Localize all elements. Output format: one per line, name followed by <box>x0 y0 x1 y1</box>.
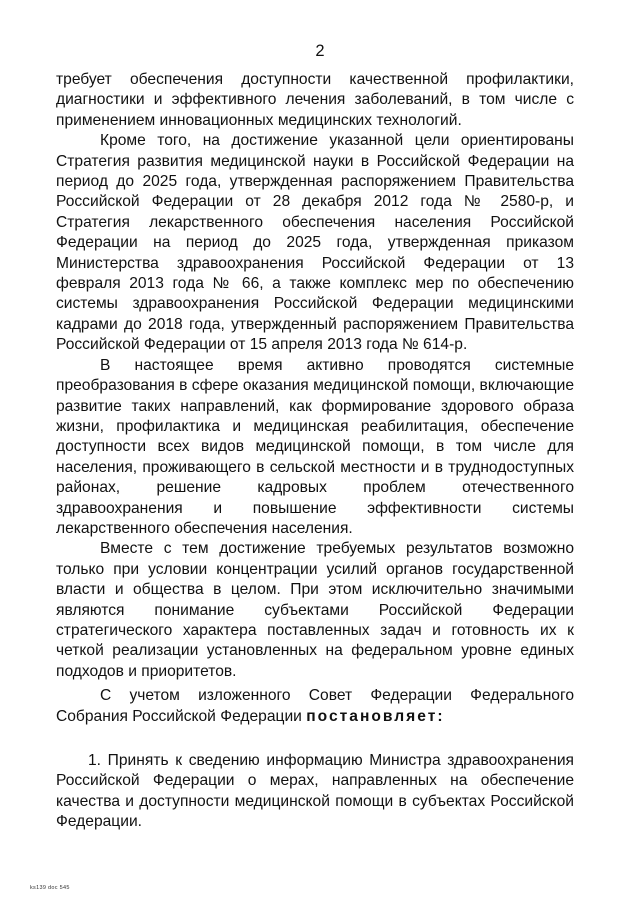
resolution-item-1: 1. Принять к сведению информацию Министра здравоохранения Российской Федерации о мерах, направленных на обеспечение качества и доступности медицинской помощи в субъектах Российской Федерации. <box>56 752 574 831</box>
page-number: 2 <box>315 42 325 60</box>
resolution-intro-text: С учетом изложенного Совет Федерации Федерального Собрания Российской Федерации <box>56 687 574 725</box>
document-body <box>56 70 574 833</box>
resolution-paragraph <box>56 686 574 727</box>
footer-code: ks139 doc 545 <box>30 885 70 891</box>
paragraph-continuation: требует обеспечения доступности качественной профилактики, диагностики и эффективного лечения заболеваний, в том числе с применением инновационных медицинских технологий. <box>56 71 574 129</box>
paragraph-transformations: В настоящее время активно проводятся системные преобразования в сфере оказания медицинской помощи, включающие развитие таких направлений, как формирование здорового образа жизни, профилактика и медицинская реабилитация, обеспечение доступности всех видов медицинской помощи, в том числе для населения, проживающего в сельской местности и в труднодоступных районах, решение кадровых проблем отечественного здравоохранения и повышение эффективности системы лекарственного обеспечения населения. <box>56 356 574 537</box>
resolution-keyword: постановляет: <box>306 707 445 725</box>
paragraph-concentration: Вместе с тем достижение требуемых результатов возможно только при условии концентрации усилий органов государственной власти и общества в целом. При этом исключительно значимыми являются понимание субъектами Российской Федерации стратегического характера поставленных задач и готовность их к четкой реализации установленных на федеральном уровне единых подходов и приоритетов. <box>56 540 574 680</box>
paragraph-strategies: Кроме того, на достижение указанной цели ориентированы Стратегия развития медицинской науки в Российской Федерации на период до 2025 года, утвержденная распоряжением Правительства Российской Федерации от 28 декабря 2012 года № 2580-р, и Стратегия лекарственного обеспечения населения Российской Федерации на период до 2025 года, утвержденная приказом Министерства здравоохранения Российской Федерации от 13 февраля 2013 года № 66, а также комплекс мер по обеспечению системы здравоохранения Российской Федерации медицинскими кадрами до 2018 года, утвержденный распоряжением Правительства Российской Федерации от 15 апреля 2013 года № 614-р. <box>56 132 574 354</box>
